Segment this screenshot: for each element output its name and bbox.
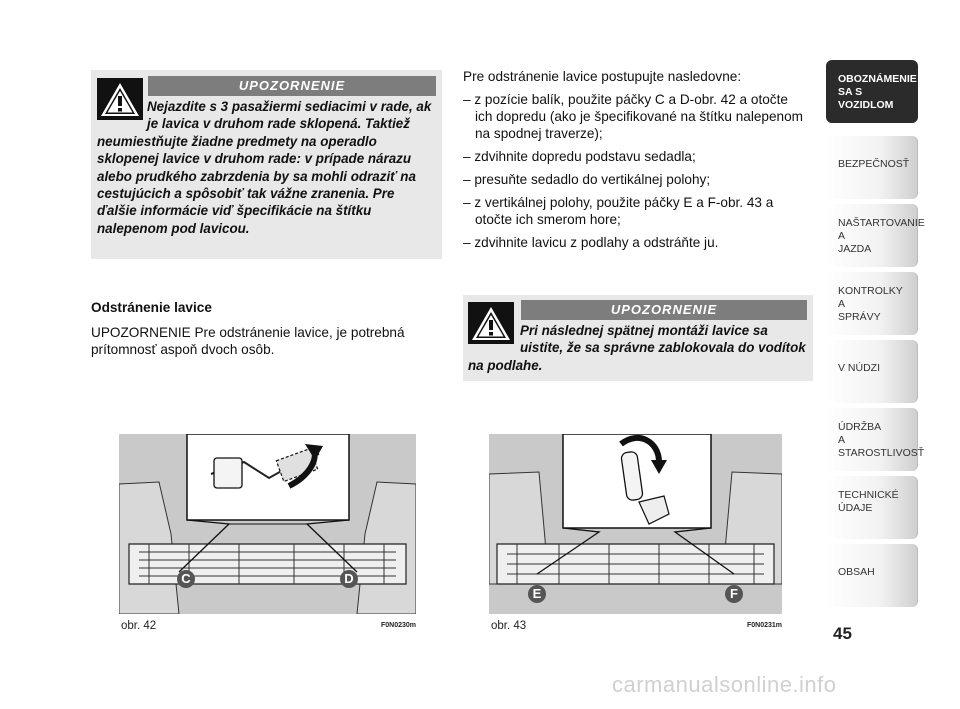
tab-v-nudzi[interactable]: V NÚDZI xyxy=(826,340,918,403)
tab-udrzba[interactable]: ÚDRŽBA A STAROSTLIVOSŤ xyxy=(826,408,918,471)
warning-header-2: UPOZORNENIE xyxy=(521,300,807,320)
figure-42-code: F0N0230m xyxy=(381,622,417,629)
tab-technicke-udaje[interactable]: TECHNICKÉ ÚDAJE xyxy=(826,476,918,539)
figure-42 xyxy=(119,434,416,614)
warning-box-1 xyxy=(91,70,442,259)
instructions-intro: Pre odstránenie lavice postupujte nasledovne: xyxy=(463,69,742,84)
step-4: – z vertikálnej polohy, použite páčky E a F-obr. 43 a otočte ich smerom hore; xyxy=(463,195,774,227)
tab-oboznamenie[interactable]: OBOZNÁMENIE SA S VOZIDLOM xyxy=(826,60,918,123)
tab-nastartovanie[interactable]: NAŠTARTOVANIE A JAZDA xyxy=(826,204,918,267)
tab-bezpecnost[interactable]: BEZPEČNOSŤ xyxy=(826,136,918,199)
step-5: – zdvihnite lavicu z podlahy a odstráňte ju. xyxy=(463,235,719,250)
warning-box-2 xyxy=(463,295,813,381)
tab-obsah[interactable]: OBSAH xyxy=(826,544,918,607)
page-number: 45 xyxy=(833,624,852,643)
warning-text-1: Nejazdite s 3 pasažiermi sediacimi v rade, ak je lavica v druhom rade sklopená. Taktiež neumiestňujte žiadne predmety na operadlo sklopenej lavice v druhom rade: v prípade nárazu alebo prudkého zabrzdenia by sa mohli odraziť na cestujúcich a spôsobiť tak vážne zranenia. Pre ďalšie informácie viď špecifikácie na štítku nalepenom pod lavicou. xyxy=(97,99,432,236)
figure-42-label-d: D xyxy=(344,571,354,586)
watermark: carmanualsonline.info xyxy=(612,672,837,697)
figure-42-label-c: C xyxy=(181,571,191,586)
section-title: Odstránenie lavice xyxy=(91,300,212,315)
figure-43-label-f: F xyxy=(730,586,738,601)
instructions xyxy=(463,68,808,257)
step-2: – zdvihnite dopredu podstavu sedadla; xyxy=(463,149,696,164)
step-1: – z pozície balík, použite páčky C a D-obr. 42 a otočte ich dopredu (ako je špecifikované na štítku nalepenom na spodnej traverze); xyxy=(463,92,803,141)
figure-43-caption: obr. 43 xyxy=(491,620,527,632)
tab-kontrolky[interactable]: KONTROLKY A SPRÁVY xyxy=(826,272,918,335)
chapter-sidebar xyxy=(826,60,925,610)
figure-42-caption: obr. 42 xyxy=(121,620,157,632)
figure-43-code: F0N0231m xyxy=(747,622,783,629)
section-block xyxy=(91,299,436,358)
warning-header-1: UPOZORNENIE xyxy=(148,76,436,96)
figure-43-label-e: E xyxy=(532,586,542,601)
warning-text-2: Pri následnej spätnej montáži lavice sa uistite, že sa správne zablokovala do vodítok na podlahe. xyxy=(468,323,806,373)
seat-mechanism-illustration xyxy=(119,434,416,614)
step-3: – presuňte sedadlo do vertikálnej polohy; xyxy=(463,172,711,187)
section-text: UPOZORNENIE Pre odstránenie lavice, je potrebná prítomnosť aspoň dvoch osôb. xyxy=(91,325,405,357)
figure-43 xyxy=(489,434,782,614)
